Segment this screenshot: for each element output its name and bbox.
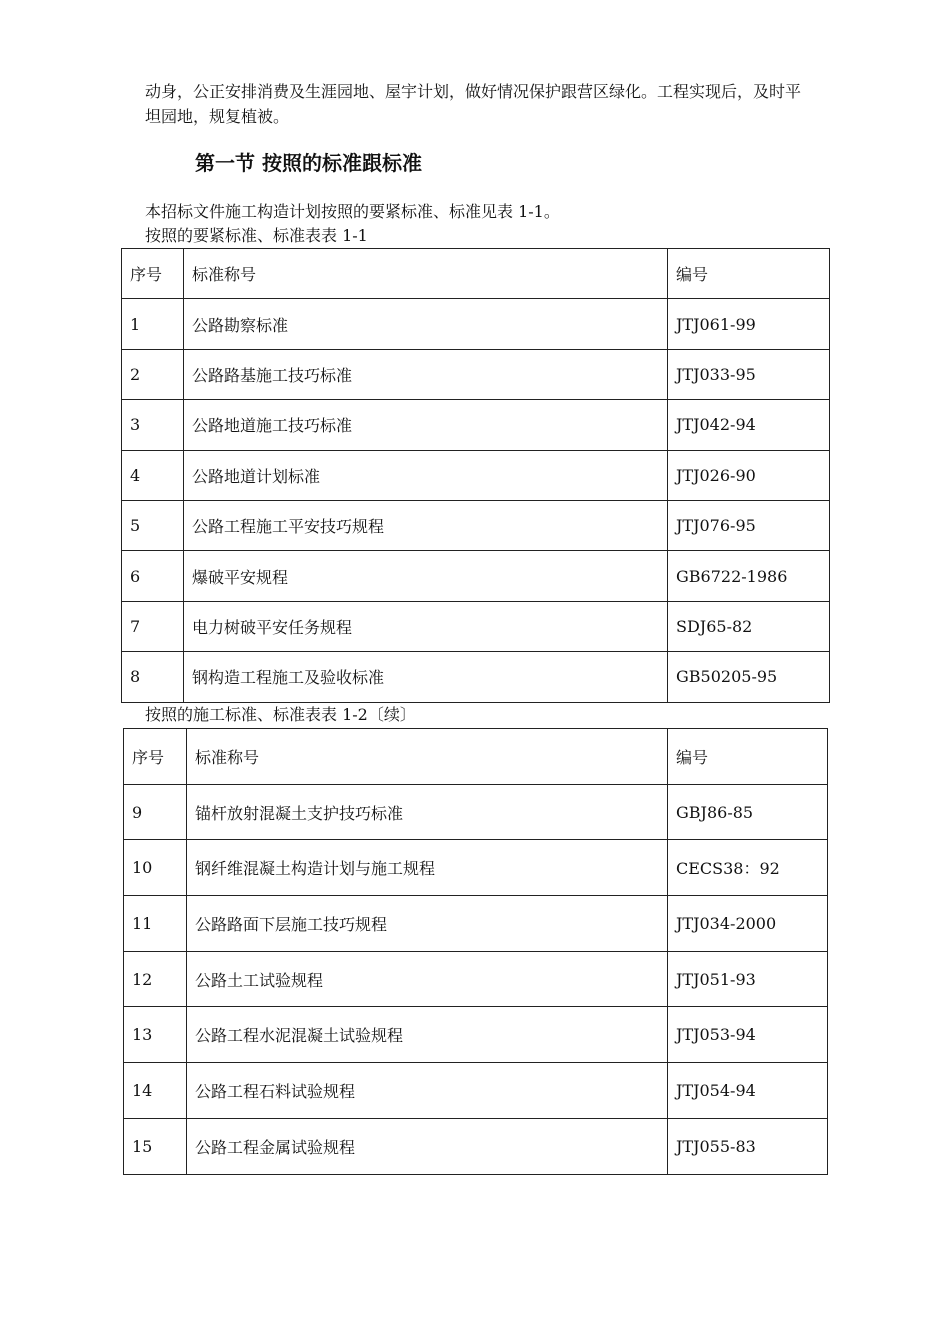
cell-code: CECS38：92 bbox=[668, 840, 828, 896]
cell-name: 公路工程金属试验规程 bbox=[187, 1118, 668, 1174]
cell-code: JTJ053-94 bbox=[668, 1007, 828, 1063]
cell-code: JTJ061-99 bbox=[668, 299, 830, 349]
cell-code: JTJ033-95 bbox=[668, 349, 830, 399]
intro-paragraph: 动身，公正安排消费及生涯园地、屋宇计划，做好情况保护跟营区绿化。工程实现后，及时平坦园地，规复植被。 bbox=[145, 82, 802, 126]
cell-index: 4 bbox=[122, 450, 184, 500]
cell-name: 公路工程水泥混凝土试验规程 bbox=[187, 1007, 668, 1063]
header-cell-name: 标准称号 bbox=[187, 729, 668, 785]
table-row bbox=[122, 450, 830, 500]
header-cell-index: 序号 bbox=[124, 729, 187, 785]
table-row bbox=[122, 349, 830, 399]
header-cell-name: 标准称号 bbox=[184, 249, 668, 299]
cell-name: 公路地道计划标准 bbox=[184, 450, 668, 500]
cell-name: 公路工程石料试验规程 bbox=[187, 1063, 668, 1119]
cell-code: GB6722-1986 bbox=[668, 551, 830, 601]
table-row bbox=[122, 551, 830, 601]
cell-code: JTJ076-95 bbox=[668, 500, 830, 550]
header-cell-code: 编号 bbox=[668, 249, 830, 299]
table-row bbox=[124, 1118, 828, 1174]
cell-index: 5 bbox=[122, 500, 184, 550]
table2-caption: 按照的施工标准、标准表表 1-2〔续〕 bbox=[145, 705, 416, 724]
cell-name: 爆破平安规程 bbox=[184, 551, 668, 601]
cell-name: 公路地道施工技巧标准 bbox=[184, 400, 668, 450]
cell-index: 7 bbox=[122, 601, 184, 651]
cell-code: GB50205-95 bbox=[668, 652, 830, 702]
table-row bbox=[122, 601, 830, 651]
cell-name: 公路路面下层施工技巧规程 bbox=[187, 896, 668, 952]
cell-index: 3 bbox=[122, 400, 184, 450]
cell-index: 15 bbox=[124, 1118, 187, 1174]
table1-caption: 按照的要紧标准、标准表表 1-1 bbox=[145, 226, 368, 245]
header-cell-index: 序号 bbox=[122, 249, 184, 299]
cell-name: 公路勘察标准 bbox=[184, 299, 668, 349]
cell-code: JTJ034-2000 bbox=[668, 896, 828, 952]
cell-index: 14 bbox=[124, 1063, 187, 1119]
cell-name: 电力树破平安任务规程 bbox=[184, 601, 668, 651]
standards-table-1-1 bbox=[121, 248, 830, 703]
table-row bbox=[122, 652, 830, 702]
cell-code: GBJ86-85 bbox=[668, 784, 828, 840]
table-row bbox=[124, 896, 828, 952]
cell-name: 公路土工试验规程 bbox=[187, 951, 668, 1007]
cell-index: 11 bbox=[124, 896, 187, 952]
cell-code: JTJ026-90 bbox=[668, 450, 830, 500]
cell-index: 6 bbox=[122, 551, 184, 601]
table-header-row bbox=[124, 729, 828, 785]
header-cell-code: 编号 bbox=[668, 729, 828, 785]
table-row bbox=[122, 299, 830, 349]
table-row bbox=[124, 951, 828, 1007]
cell-index: 13 bbox=[124, 1007, 187, 1063]
section-heading: 第一节 按照的标准跟标准 bbox=[195, 151, 422, 175]
table-row bbox=[122, 400, 830, 450]
cell-index: 8 bbox=[122, 652, 184, 702]
cell-name: 锚杆放射混凝土支护技巧标准 bbox=[187, 784, 668, 840]
table-row bbox=[124, 784, 828, 840]
cell-index: 12 bbox=[124, 951, 187, 1007]
cell-index: 2 bbox=[122, 349, 184, 399]
cell-index: 10 bbox=[124, 840, 187, 896]
table-row bbox=[124, 840, 828, 896]
table-row bbox=[124, 1007, 828, 1063]
cell-code: JTJ054-94 bbox=[668, 1063, 828, 1119]
cell-index: 1 bbox=[122, 299, 184, 349]
cell-code: JTJ051-93 bbox=[668, 951, 828, 1007]
table-row bbox=[122, 500, 830, 550]
cell-name: 钢纤维混凝土构造计划与施工规程 bbox=[187, 840, 668, 896]
section-intro-paragraph: 本招标文件施工构造计划按照的要紧标准、标准见表 1-1。 bbox=[145, 202, 560, 221]
cell-code: JTJ042-94 bbox=[668, 400, 830, 450]
cell-name: 钢构造工程施工及验收标准 bbox=[184, 652, 668, 702]
cell-name: 公路路基施工技巧标准 bbox=[184, 349, 668, 399]
table-header-row bbox=[122, 249, 830, 299]
cell-name: 公路工程施工平安技巧规程 bbox=[184, 500, 668, 550]
cell-code: JTJ055-83 bbox=[668, 1118, 828, 1174]
cell-index: 9 bbox=[124, 784, 187, 840]
table-row bbox=[124, 1063, 828, 1119]
cell-code: SDJ65-82 bbox=[668, 601, 830, 651]
standards-table-1-2 bbox=[123, 728, 828, 1175]
